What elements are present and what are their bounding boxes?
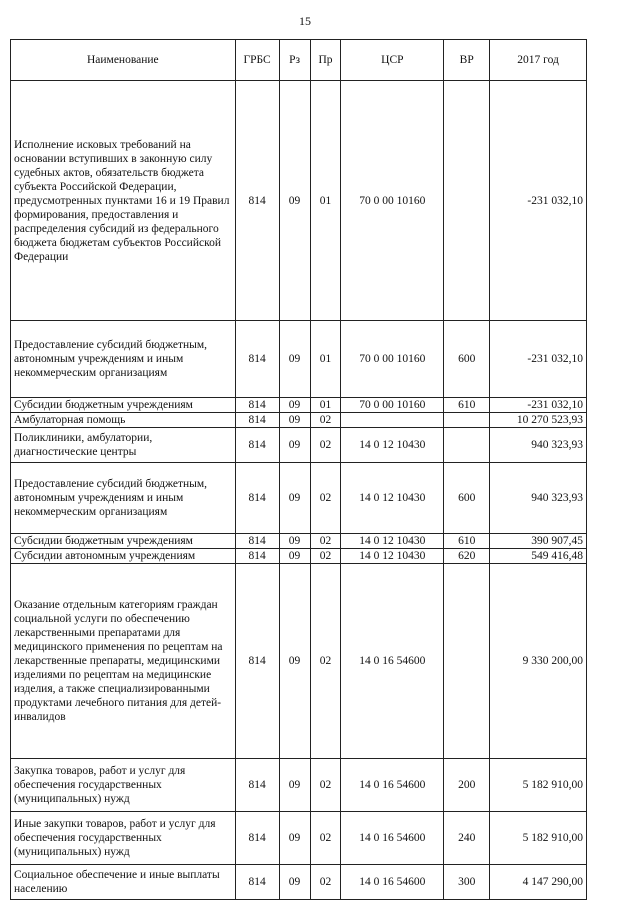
table-row (11, 759, 587, 812)
row-name: Социальное обеспечение и иные выплаты населению (11, 865, 236, 900)
row-vr: 610 (444, 534, 490, 549)
row-vr (444, 564, 490, 759)
row-name: Субсидии автономным учреждениям (11, 549, 236, 564)
table-row (11, 321, 587, 398)
table-row (11, 534, 587, 549)
row-csr: 70 0 00 10160 (341, 321, 444, 398)
row-rz: 09 (279, 564, 310, 759)
row-pr: 02 (310, 812, 341, 865)
row-grbs: 814 (235, 463, 279, 534)
row-pr: 02 (310, 463, 341, 534)
row-vr: 200 (444, 759, 490, 812)
row-amount: -231 032,10 (490, 81, 587, 321)
row-grbs: 814 (235, 413, 279, 428)
page-number: 15 (299, 14, 311, 28)
table-row (11, 413, 587, 428)
row-vr: 610 (444, 398, 490, 413)
table-row (11, 812, 587, 865)
row-rz: 09 (279, 534, 310, 549)
row-rz: 09 (279, 759, 310, 812)
row-pr: 01 (310, 398, 341, 413)
row-csr: 14 0 16 54600 (341, 564, 444, 759)
row-name: Закупка товаров, работ и услуг для обеспечения государственных (муниципальных) нужд (11, 759, 236, 812)
row-grbs: 814 (235, 398, 279, 413)
row-csr: 14 0 12 10430 (341, 549, 444, 564)
header-vr: ВР (444, 40, 490, 81)
row-vr: 300 (444, 865, 490, 900)
table-row (11, 428, 587, 463)
row-csr: 14 0 16 54600 (341, 812, 444, 865)
row-pr: 02 (310, 534, 341, 549)
header-grbs: ГРБС (235, 40, 279, 81)
header-csr: ЦСР (341, 40, 444, 81)
row-vr (444, 81, 490, 321)
row-rz: 09 (279, 413, 310, 428)
row-name: Субсидии бюджетным учреждениям (11, 398, 236, 413)
table-row (11, 865, 587, 900)
row-grbs: 814 (235, 81, 279, 321)
row-vr: 600 (444, 463, 490, 534)
row-name: Амбулаторная помощь (11, 413, 236, 428)
row-amount: 10 270 523,93 (490, 413, 587, 428)
row-pr: 02 (310, 865, 341, 900)
row-pr: 02 (310, 428, 341, 463)
row-name: Предоставление субсидий бюджетным, автономным учреждениям и иным некоммерческим организациям (11, 463, 236, 534)
row-grbs: 814 (235, 865, 279, 900)
row-amount: 940 323,93 (490, 428, 587, 463)
row-amount: 9 330 200,00 (490, 564, 587, 759)
row-pr: 01 (310, 321, 341, 398)
row-pr: 02 (310, 413, 341, 428)
row-pr: 02 (310, 564, 341, 759)
row-csr: 14 0 16 54600 (341, 759, 444, 812)
row-name: Поликлиники, амбулатории, диагностические центры (11, 428, 236, 463)
row-csr: 14 0 12 10430 (341, 534, 444, 549)
row-amount: 549 416,48 (490, 549, 587, 564)
row-name: Иные закупки товаров, работ и услуг для обеспечения государственных (муниципальных) нужд (11, 812, 236, 865)
header-pr: Пр (310, 40, 341, 81)
row-rz: 09 (279, 428, 310, 463)
row-rz: 09 (279, 321, 310, 398)
row-grbs: 814 (235, 428, 279, 463)
row-vr: 600 (444, 321, 490, 398)
row-name: Исполнение исковых требований на основании вступивших в законную силу судебных актов, обязательств бюджета субъекта Российской Федерации, предусмотренных пунктами 16 и 19 Правил формирования, предоставления и распределения субсидий из федерального бюджета бюджетам субъектов Российской Федерации (11, 81, 236, 321)
row-name: Оказание отдельным категориям граждан социальной услуги по обеспечению лекарственными препаратами для медицинского применения по рецептам на лекарственные препараты, медицинскими изделиями по рецептам на медицинские изделия, а также специализированными продуктами лечебного питания для детей-инвалидов (11, 564, 236, 759)
budget-table (10, 39, 587, 900)
row-name: Субсидии бюджетным учреждениям (11, 534, 236, 549)
row-grbs: 814 (235, 321, 279, 398)
row-grbs: 814 (235, 534, 279, 549)
row-amount: 5 182 910,00 (490, 812, 587, 865)
row-pr: 02 (310, 759, 341, 812)
row-pr: 01 (310, 81, 341, 321)
row-amount: -231 032,10 (490, 321, 587, 398)
row-vr: 620 (444, 549, 490, 564)
row-grbs: 814 (235, 564, 279, 759)
header-name: Наименование (11, 40, 236, 81)
row-name: Предоставление субсидий бюджетным, автономным учреждениям и иным некоммерческим организациям (11, 321, 236, 398)
table-header-row (11, 40, 587, 81)
row-rz: 09 (279, 81, 310, 321)
row-amount: -231 032,10 (490, 398, 587, 413)
row-grbs: 814 (235, 759, 279, 812)
header-year: 2017 год (490, 40, 587, 81)
row-grbs: 814 (235, 812, 279, 865)
row-vr (444, 428, 490, 463)
table-row (11, 398, 587, 413)
row-rz: 09 (279, 549, 310, 564)
table-row (11, 463, 587, 534)
row-grbs: 814 (235, 549, 279, 564)
header-rz: Рз (279, 40, 310, 81)
row-csr: 70 0 00 10160 (341, 81, 444, 321)
table-row (11, 81, 587, 321)
table-row (11, 564, 587, 759)
row-amount: 390 907,45 (490, 534, 587, 549)
row-csr (341, 413, 444, 428)
row-pr: 02 (310, 549, 341, 564)
row-vr (444, 413, 490, 428)
row-amount: 940 323,93 (490, 463, 587, 534)
row-amount: 5 182 910,00 (490, 759, 587, 812)
row-rz: 09 (279, 812, 310, 865)
row-csr: 14 0 12 10430 (341, 428, 444, 463)
row-csr: 70 0 00 10160 (341, 398, 444, 413)
row-csr: 14 0 16 54600 (341, 865, 444, 900)
row-amount: 4 147 290,00 (490, 865, 587, 900)
row-vr: 240 (444, 812, 490, 865)
table-row (11, 549, 587, 564)
row-rz: 09 (279, 865, 310, 900)
row-rz: 09 (279, 398, 310, 413)
row-csr: 14 0 12 10430 (341, 463, 444, 534)
row-rz: 09 (279, 463, 310, 534)
